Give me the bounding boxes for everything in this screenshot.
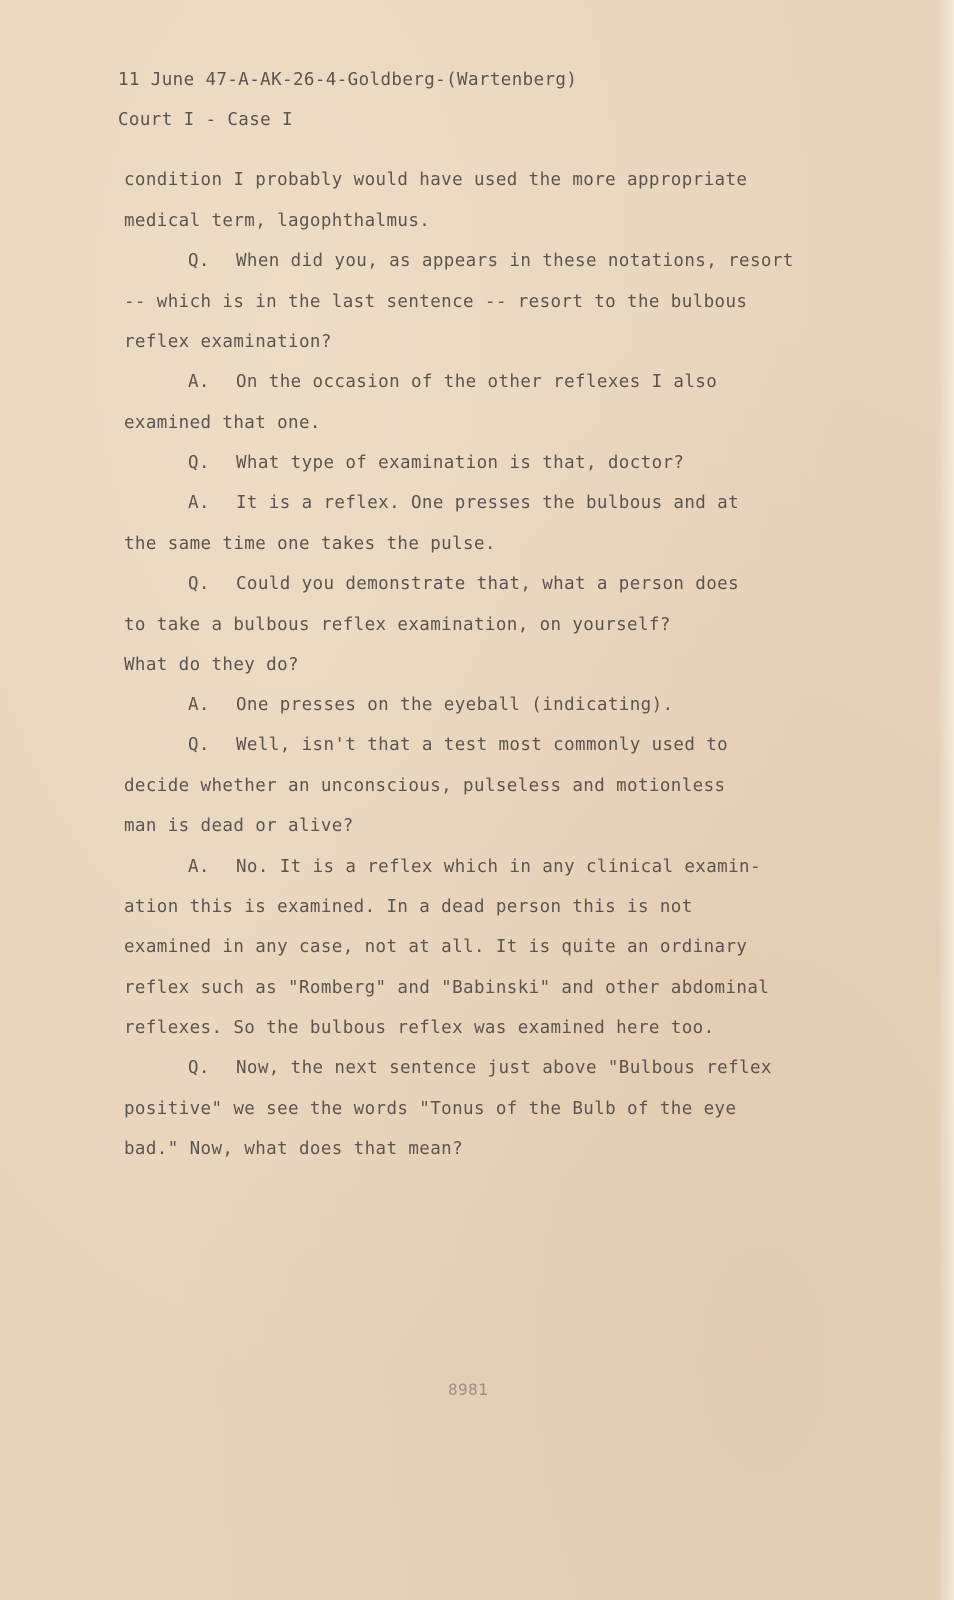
text-line: positive" we see the words "Tonus of the Bulb of the eye — [124, 1099, 737, 1119]
answer-label: A. — [188, 493, 210, 513]
text-line: reflexes. So the bulbous reflex was examined here too. — [124, 1018, 715, 1038]
question-label: Q. — [188, 574, 210, 594]
answer-line — [188, 372, 717, 392]
text-line: reflex such as "Romberg" and "Babinski" and other abdominal — [124, 978, 770, 998]
text-line: reflex examination? — [124, 332, 332, 352]
question-line — [188, 1058, 772, 1078]
question-line — [188, 453, 684, 473]
text-line: examined in any case, not at all. It is quite an ordinary — [124, 937, 748, 957]
text-line: ation this is examined. In a dead person this is not — [124, 897, 693, 917]
answer-text: It is a reflex. One presses the bulbous and at — [236, 493, 740, 513]
answer-label: A. — [188, 695, 210, 715]
question-label: Q. — [188, 735, 210, 755]
header-line-2: Court I - Case I — [118, 110, 293, 130]
header-line-1: 11 June 47-A-AK-26-4-Goldberg-(Wartenberg) — [118, 70, 578, 90]
text-line: medical term, lagophthalmus. — [124, 211, 431, 231]
answer-line — [188, 695, 673, 715]
answer-text: On the occasion of the other reflexes I also — [236, 372, 718, 392]
answer-label: A. — [188, 372, 210, 392]
question-line — [188, 251, 794, 271]
question-label: Q. — [188, 1058, 210, 1078]
question-text: Could you demonstrate that, what a person does — [236, 574, 740, 594]
text-line: What do they do? — [124, 655, 299, 675]
answer-line — [188, 493, 739, 513]
text-line: decide whether an unconscious, pulseless and motionless — [124, 776, 726, 796]
text-line: -- which is in the last sentence -- resort to the bulbous — [124, 292, 748, 312]
question-label: Q. — [188, 251, 210, 271]
answer-label: A. — [188, 857, 210, 877]
page-number: 8981 — [448, 1380, 489, 1399]
question-text: What type of examination is that, doctor? — [236, 453, 685, 473]
text-line: examined that one. — [124, 413, 321, 433]
question-text: Well, isn't that a test most commonly used to — [236, 735, 729, 755]
text-line: condition I probably would have used the more appropriate — [124, 170, 748, 190]
answer-text: No. It is a reflex which in any clinical examin- — [236, 857, 761, 877]
text-line: to take a bulbous reflex examination, on yourself? — [124, 615, 671, 635]
text-line: man is dead or alive? — [124, 816, 354, 836]
question-text: When did you, as appears in these notations, resort — [236, 251, 794, 271]
question-line — [188, 574, 739, 594]
question-text: Now, the next sentence just above "Bulbous reflex — [236, 1058, 772, 1078]
text-line: the same time one takes the pulse. — [124, 534, 496, 554]
question-label: Q. — [188, 453, 210, 473]
answer-text: One presses on the eyeball (indicating). — [236, 695, 674, 715]
answer-line — [188, 857, 761, 877]
text-line: bad." Now, what does that mean? — [124, 1139, 464, 1159]
page-edge — [938, 0, 954, 1600]
question-line — [188, 735, 728, 755]
